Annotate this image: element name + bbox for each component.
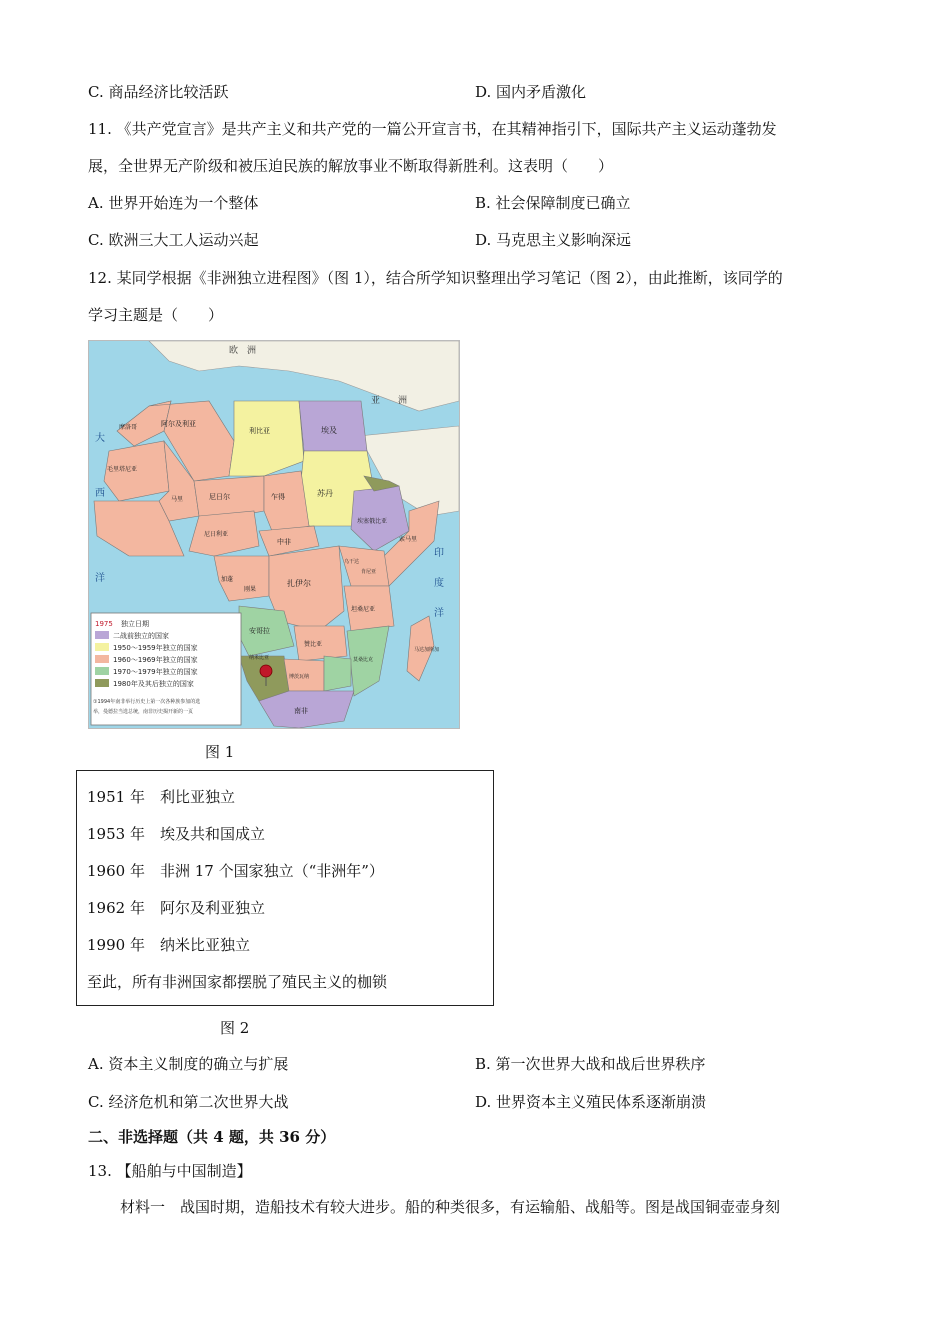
q11-option-c: C. 欧洲三大工人运动兴起 [88,231,259,249]
section2-title: 二、非选择题（共 4 题，共 36 分） [88,1128,336,1146]
namibia-pin-icon [260,665,272,677]
map-label-uganda: 乌干达 [344,559,360,565]
q11-stem-line1: 11. 《共产党宣言》是共产主义和共产党的一篇公开宣言书，在其精神指引下，国际共产主义运动蓬勃发 [88,120,777,138]
notes-row-1953: 1953 年 埃及共和国成立 [87,825,265,843]
q12-option-b: B. 第一次世界大战和战后世界秩序 [475,1055,706,1073]
map-label-sudan: 苏丹 [317,489,333,498]
legend-note-line2: 举，曼德拉当选总统，南非历史揭开新的一页 [93,709,194,715]
map-label-zaire: 扎伊尔 [287,579,311,588]
zimbabwe-shape [324,656,351,691]
notes-row-1960: 1960 年 非洲 17 个国家独立（“非洲年”） [87,862,384,880]
map-label-somalia: 索马里 [399,536,418,543]
map-label-libya: 利比亚 [249,427,270,435]
q11-option-b: B. 社会保障制度已确立 [475,194,631,212]
libya-shape [229,401,304,476]
map-label-niger: 尼日尔 [209,493,230,501]
map-label-algeria: 阿尔及利亚 [161,420,196,428]
chad-shape [264,471,309,536]
map-label-angola: 安哥拉 [249,627,270,635]
map-label-south-africa: 南非 [294,707,308,715]
q12-stem-line1: 12. 某同学根据《非洲独立进程图》（图 1），结合所学知识整理出学习笔记（图 2），由此推断，该同学的 [88,269,783,287]
map-label-mali: 马里 [171,496,184,503]
q13-title: 13. 【船舶与中国制造】 [88,1162,252,1180]
kenya-uganda-shape [339,546,389,586]
figure1-caption: 图 1 [205,743,235,761]
map-label-madagascar: 马达加斯加 [414,647,440,653]
map-legend [91,613,241,725]
map-label-congo: 刚果 [244,586,257,593]
map-atlantic-3: 洋 [95,573,105,584]
q11-stem-line2: 展，全世界无产阶级和被压迫民族的解放事业不断取得新胜利。这表明（ ） [88,157,614,175]
map-europe-label: 欧 洲 [229,346,257,356]
legend-label-3: 1970～1979年独立的国家 [113,668,198,676]
q13-material1: 材料一 战国时期，造船技术有较大进步。船的种类很多，有运输船、战船等。图是战国铜壶壶身刻 [120,1198,781,1216]
legend-label-2: 1960～1969年独立的国家 [113,656,198,664]
q12-option-a: A. 资本主义制度的确立与扩展 [88,1055,289,1073]
legend-title: 独立日期 [121,620,149,628]
q10-option-c: C. 商品经济比较活跃 [88,83,229,101]
q11-option-a: A. 世界开始连为一个整体 [88,194,259,212]
map-label-tanzania: 坦桑尼亚 [351,606,376,613]
map-label-mozambique: 莫桑比克 [353,657,374,663]
map-label-kenya: 肯尼亚 [361,569,377,575]
q12-option-c: C. 经济危机和第二次世界大战 [88,1093,289,1111]
map-label-ethiopia: 埃塞俄比亚 [357,518,388,525]
map-indian-1: 印 [434,548,444,559]
map-label-gabon: 加蓬 [221,576,234,583]
notes-row-1951: 1951 年 利比亚独立 [87,788,235,806]
map-label-morocco: 摩洛哥 [119,424,138,431]
map-label-chad: 乍得 [271,493,285,501]
q12-option-d: D. 世界资本主义殖民体系逐渐崩溃 [475,1093,707,1111]
map-label-nigeria: 尼日利亚 [204,531,229,538]
map-atlantic-1: 大 [95,433,105,444]
legend-item-0 [95,631,169,640]
study-notes-box [76,770,494,1006]
map-indian-2: 度 [434,578,444,589]
q10-option-d: D. 国内矛盾激化 [475,83,587,101]
legend-label-1: 1950～1959年独立的国家 [113,644,198,652]
notes-row-1990: 1990 年 纳米比亚独立 [87,936,250,954]
legend-label-0: 二战前独立的国家 [113,632,169,640]
q12-stem-line2: 学习主题是（ ） [88,306,224,324]
legend-note-line1: ①1994年南非举行历史上第一次各种族参加的选 [93,699,201,705]
map-atlantic-2: 西 [95,488,105,499]
map-indian-3: 洋 [434,608,444,619]
map-label-zambia: 赞比亚 [304,641,323,648]
legend-sample-year: 1975 [95,620,113,628]
legend-label-4: 1980年及其后独立的国家 [113,680,194,688]
map-label-mauritania: 毛里塔尼亚 [107,466,138,473]
africa-independence-map [88,340,460,729]
europe-land [149,341,459,411]
notes-row-summary: 至此，所有非洲国家都摆脱了殖民主义的枷锁 [87,973,388,991]
map-label-central-africa: 中非 [277,538,291,546]
figure2-caption: 图 2 [220,1019,250,1037]
map-label-namibia: 纳米比亚 [249,655,270,661]
map-label-egypt: 埃及 [321,426,337,435]
map-label-botswana: 博茨瓦纳 [289,674,310,680]
map-asia-label: 亚 洲 [371,396,408,406]
notes-row-1962: 1962 年 阿尔及利亚独立 [87,899,265,917]
q11-option-d: D. 马克思主义影响深远 [475,231,632,249]
